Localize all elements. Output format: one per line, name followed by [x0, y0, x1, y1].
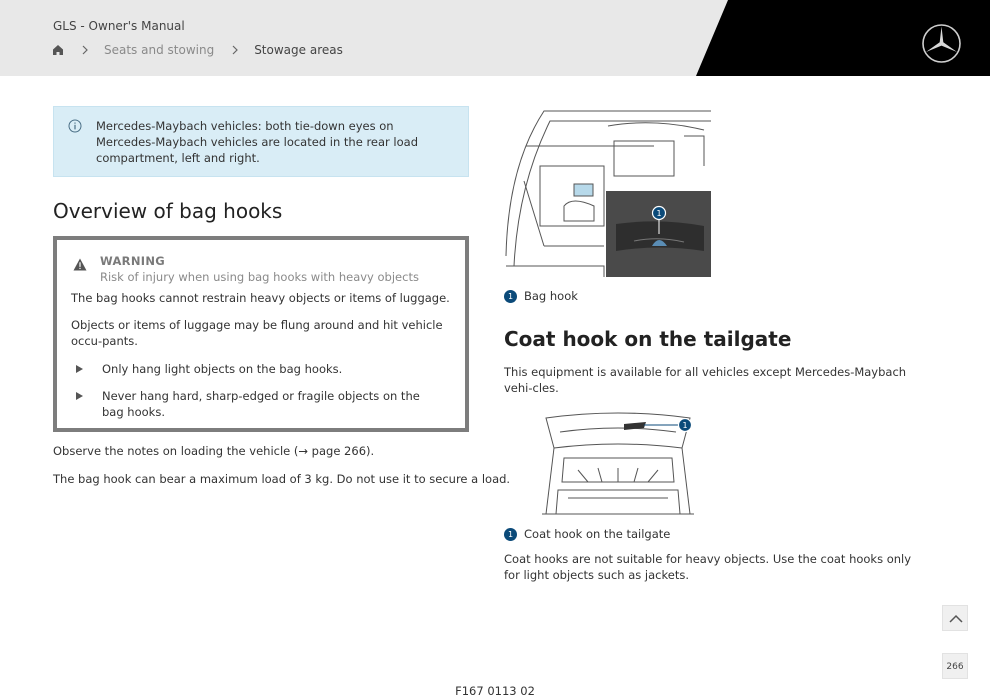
bullet-arrow-icon: [76, 392, 83, 400]
breadcrumb-current: Stowage areas: [254, 43, 343, 57]
availability-note: This equipment is available for all vehicles except Mercedes-Maybach vehi-cles.: [504, 365, 907, 395]
figure-caption: [504, 527, 670, 541]
warning-title: WARNING: [100, 254, 165, 268]
bullet-arrow-icon: [76, 365, 83, 373]
coat-hook-illustration: [538, 410, 698, 516]
figure-callout-label: 1: [656, 209, 662, 218]
footer-code: F167 0113 02: [455, 684, 535, 698]
info-icon: [68, 119, 82, 133]
page-number-button[interactable]: 266: [942, 653, 968, 679]
warning-paragraph: The bag hooks cannot restrain heavy objects or items of luggage.: [71, 291, 450, 305]
figure-caption: [504, 289, 578, 303]
caption-text: Coat hook on the tailgate: [524, 527, 671, 541]
scroll-top-button[interactable]: [942, 605, 968, 631]
page-header: [0, 0, 990, 76]
info-text: Mercedes-Maybach vehicles: both tie-down eyes on Mercedes-Maybach vehicles are located in the rear load compartment, left and right.: [96, 119, 418, 165]
breadcrumb-link-seats[interactable]: Seats and stowing: [104, 43, 215, 57]
chevron-right-icon: [81, 45, 89, 55]
breadcrumb: [52, 41, 343, 59]
bullet-text: Only hang light objects on the bag hooks.: [102, 362, 343, 376]
mercedes-star-icon[interactable]: [921, 23, 962, 64]
chevron-up-icon: [943, 606, 969, 632]
callout-badge: 1: [504, 528, 517, 541]
callout-badge: 1: [504, 290, 517, 303]
coat-hook-note: Coat hooks are not suitable for heavy objects. Use the coat hooks only for light objects such as jackets.: [504, 552, 912, 582]
home-icon[interactable]: [52, 44, 64, 56]
info-note: [53, 106, 469, 177]
warning-subtitle: Risk of injury when using bag hooks with heavy objects: [100, 270, 419, 284]
warning-paragraph: Objects or items of luggage may be flung around and hit vehicle occu-pants.: [71, 318, 443, 348]
load-note: The bag hook can bear a maximum load of 3 kg. Do not use it to secure a load.: [53, 472, 511, 486]
warning-box: [53, 236, 469, 432]
caption-text: Bag hook: [524, 289, 578, 303]
document-title: GLS - Owner's Manual: [53, 19, 185, 33]
warning-triangle-icon: [73, 258, 87, 271]
header-brand-band: [0, 0, 990, 76]
section-heading-coat-hook: Coat hook on the tailgate: [504, 327, 792, 351]
bag-hook-illustration: [504, 106, 711, 277]
warning-bullet: [71, 388, 451, 422]
observe-note[interactable]: Observe the notes on loading the vehicle (→ page 266).: [53, 444, 375, 458]
figure-callout-label: 1: [682, 421, 688, 430]
warning-bullet: [71, 361, 451, 379]
chevron-right-icon: [231, 45, 239, 55]
section-heading-bag-hooks: Overview of bag hooks: [53, 199, 283, 223]
bullet-text: Never hang hard, sharp-edged or fragile objects on the bag hooks.: [102, 389, 420, 419]
